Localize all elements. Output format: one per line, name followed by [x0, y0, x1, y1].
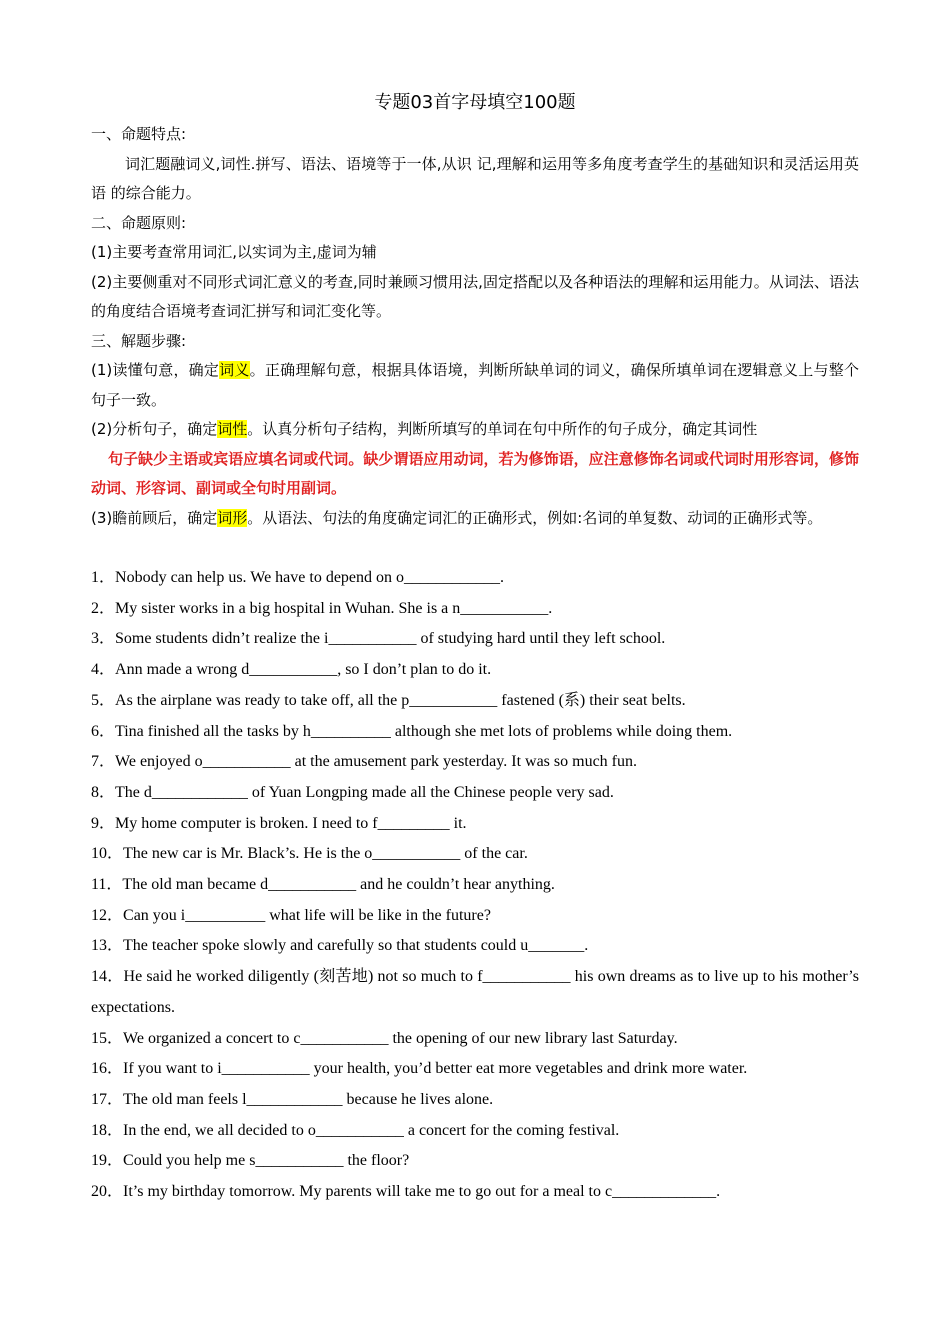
question-number: 20．: [91, 1183, 124, 1201]
step-2: [91, 415, 859, 445]
question-list: [91, 563, 859, 1208]
question-number: 19．: [91, 1152, 124, 1170]
principle-2: (2)主要侧重对不同形式词汇意义的考查,同时兼顾习惯用法,固定搭配以及各种语法的理解和运用能力。从词法、语法的角度结合语境考查词汇拼写和词汇变化等。: [91, 272, 859, 320]
question-item: [91, 686, 859, 717]
question-item: [91, 747, 859, 778]
question-number: 6．: [91, 722, 116, 740]
question-item: [91, 870, 859, 901]
question-text: We organized a concert to c___________ the opening of our new library last Saturday.: [123, 1029, 678, 1047]
question-item: [91, 1024, 859, 1055]
question-item: [91, 655, 859, 686]
section-heading-features: 一、命题特点:: [91, 125, 187, 143]
question-item: [91, 839, 859, 870]
question-item: [91, 901, 859, 932]
question-item: [91, 1054, 859, 1085]
step-2-text: 。认真分析句子结构，判断所填写的单词在句中所作的句子成分，确定其词性: [247, 420, 758, 438]
principle-1: (1)主要考查常用词汇,以实词为主,虚词为辅: [91, 243, 377, 261]
question-item: [91, 931, 859, 962]
question-number: 10．: [91, 845, 124, 863]
step-1-text: 。正确理解句意，根据具体语境，判断所缺单词的词义，确保所填单词在逻辑意义上与整个句子一致。: [91, 361, 859, 409]
question-item: [91, 1116, 859, 1147]
spacer: [91, 533, 859, 563]
step-2-prefix: (2)分析句子，确定: [91, 420, 218, 438]
question-text: The teacher spoke slowly and carefully so that students could u_______.: [123, 937, 589, 955]
question-number: 9．: [91, 814, 116, 832]
step-1: [91, 356, 859, 415]
page-title: 专题03首字母填空100题: [374, 92, 576, 113]
question-text: He said he worked diligently (刻苦地) not so much to f___________ his own dreams as to live up to his mother’s expectations.: [91, 968, 859, 1016]
question-text: Ann made a wrong d___________, so I don’t plan to do it.: [115, 661, 492, 679]
question-number: 8．: [91, 783, 116, 801]
step-2-highlight: 词性: [217, 420, 248, 438]
question-text: The old man feels l____________ because he lives alone.: [123, 1090, 494, 1108]
question-item: [91, 1085, 859, 1116]
question-item: [91, 717, 859, 748]
question-text: Tina finished all the tasks by h__________ although she met lots of problems while doing them.: [115, 722, 733, 740]
question-number: 17．: [91, 1090, 124, 1108]
question-number: 2．: [91, 599, 116, 617]
question-text: Could you help me s___________ the floor?: [123, 1152, 410, 1170]
document-page: [91, 88, 859, 1208]
question-text: In the end, we all decided to o___________ a concert for the coming festival.: [123, 1121, 620, 1139]
question-text: My home computer is broken. I need to f_________ it.: [115, 814, 467, 832]
step-3-text: 。从语法、句法的角度确定词汇的正确形式，例如:名词的单复数、动词的正确形式等。: [247, 508, 823, 527]
question-item: [91, 1177, 859, 1208]
step-1-prefix: (1)读懂句意，确定: [91, 361, 220, 379]
step-3-highlight: 词形: [217, 508, 248, 527]
question-number: 5．: [91, 691, 116, 709]
question-item: [91, 563, 859, 594]
question-text: We enjoyed o___________ at the amusement park yesterday. It was so much fun.: [115, 753, 637, 771]
question-number: 11．: [91, 876, 123, 894]
question-number: 7．: [91, 753, 116, 771]
question-text: Nobody can help us. We have to depend on o____________.: [115, 569, 505, 586]
question-text: Some students didn’t realize the i___________ of studying hard until they left school.: [115, 630, 666, 648]
question-number: 18．: [91, 1121, 124, 1139]
section-heading-principles: 二、命题原则:: [91, 213, 187, 232]
question-number: 4．: [91, 661, 116, 679]
question-number: 1．: [91, 569, 116, 586]
step-2-note: 句子缺少主语或宾语应填名词或代词。缺少谓语应用动词，若为修饰语，应注意修饰名词或代词时用形容词，修饰动词、形容词、副词或全句时用副词。: [91, 449, 859, 497]
question-text: Can you i__________ what life will be like in the future?: [123, 906, 491, 924]
question-text: The new car is Mr. Black’s. He is the o___________ of the car.: [123, 845, 528, 863]
question-text: The old man became d___________ and he couldn’t hear anything.: [122, 876, 555, 894]
question-number: 16．: [91, 1060, 124, 1078]
question-item: [91, 962, 859, 1023]
question-item: [91, 1146, 859, 1177]
question-number: 3．: [91, 630, 116, 648]
question-text: If you want to i___________ your health, you’d better eat more vegetables and drink more water.: [123, 1060, 748, 1078]
question-number: 15．: [91, 1029, 124, 1047]
question-text: My sister works in a big hospital in Wuhan. She is a n___________.: [115, 599, 553, 617]
question-text: It’s my birthday tomorrow. My parents will take me to go out for a meal to c_____________.: [123, 1183, 721, 1201]
step-3: [91, 504, 859, 534]
question-item: [91, 809, 859, 840]
question-number: 12．: [91, 906, 124, 924]
question-item: [91, 624, 859, 655]
question-item: [91, 594, 859, 625]
question-number: 13．: [91, 937, 124, 955]
question-text: As the airplane was ready to take off, all the p___________ fastened (系) their seat belts.: [115, 691, 686, 709]
features-paragraph: 词汇题融词义,词性.拼写、语法、语境等于一体,从识 记,理解和运用等多角度考查学生的基础知识和灵活运用英语 的综合能力。: [91, 154, 859, 202]
step-1-highlight: 词义: [219, 361, 250, 379]
step-3-prefix: (3)瞻前顾后，确定: [91, 508, 218, 527]
question-number: 14．: [91, 968, 124, 986]
question-item: [91, 778, 859, 809]
question-text: The d____________ of Yuan Longping made all the Chinese people very sad.: [115, 783, 614, 801]
section-heading-steps: 三、解题步骤:: [91, 331, 187, 350]
